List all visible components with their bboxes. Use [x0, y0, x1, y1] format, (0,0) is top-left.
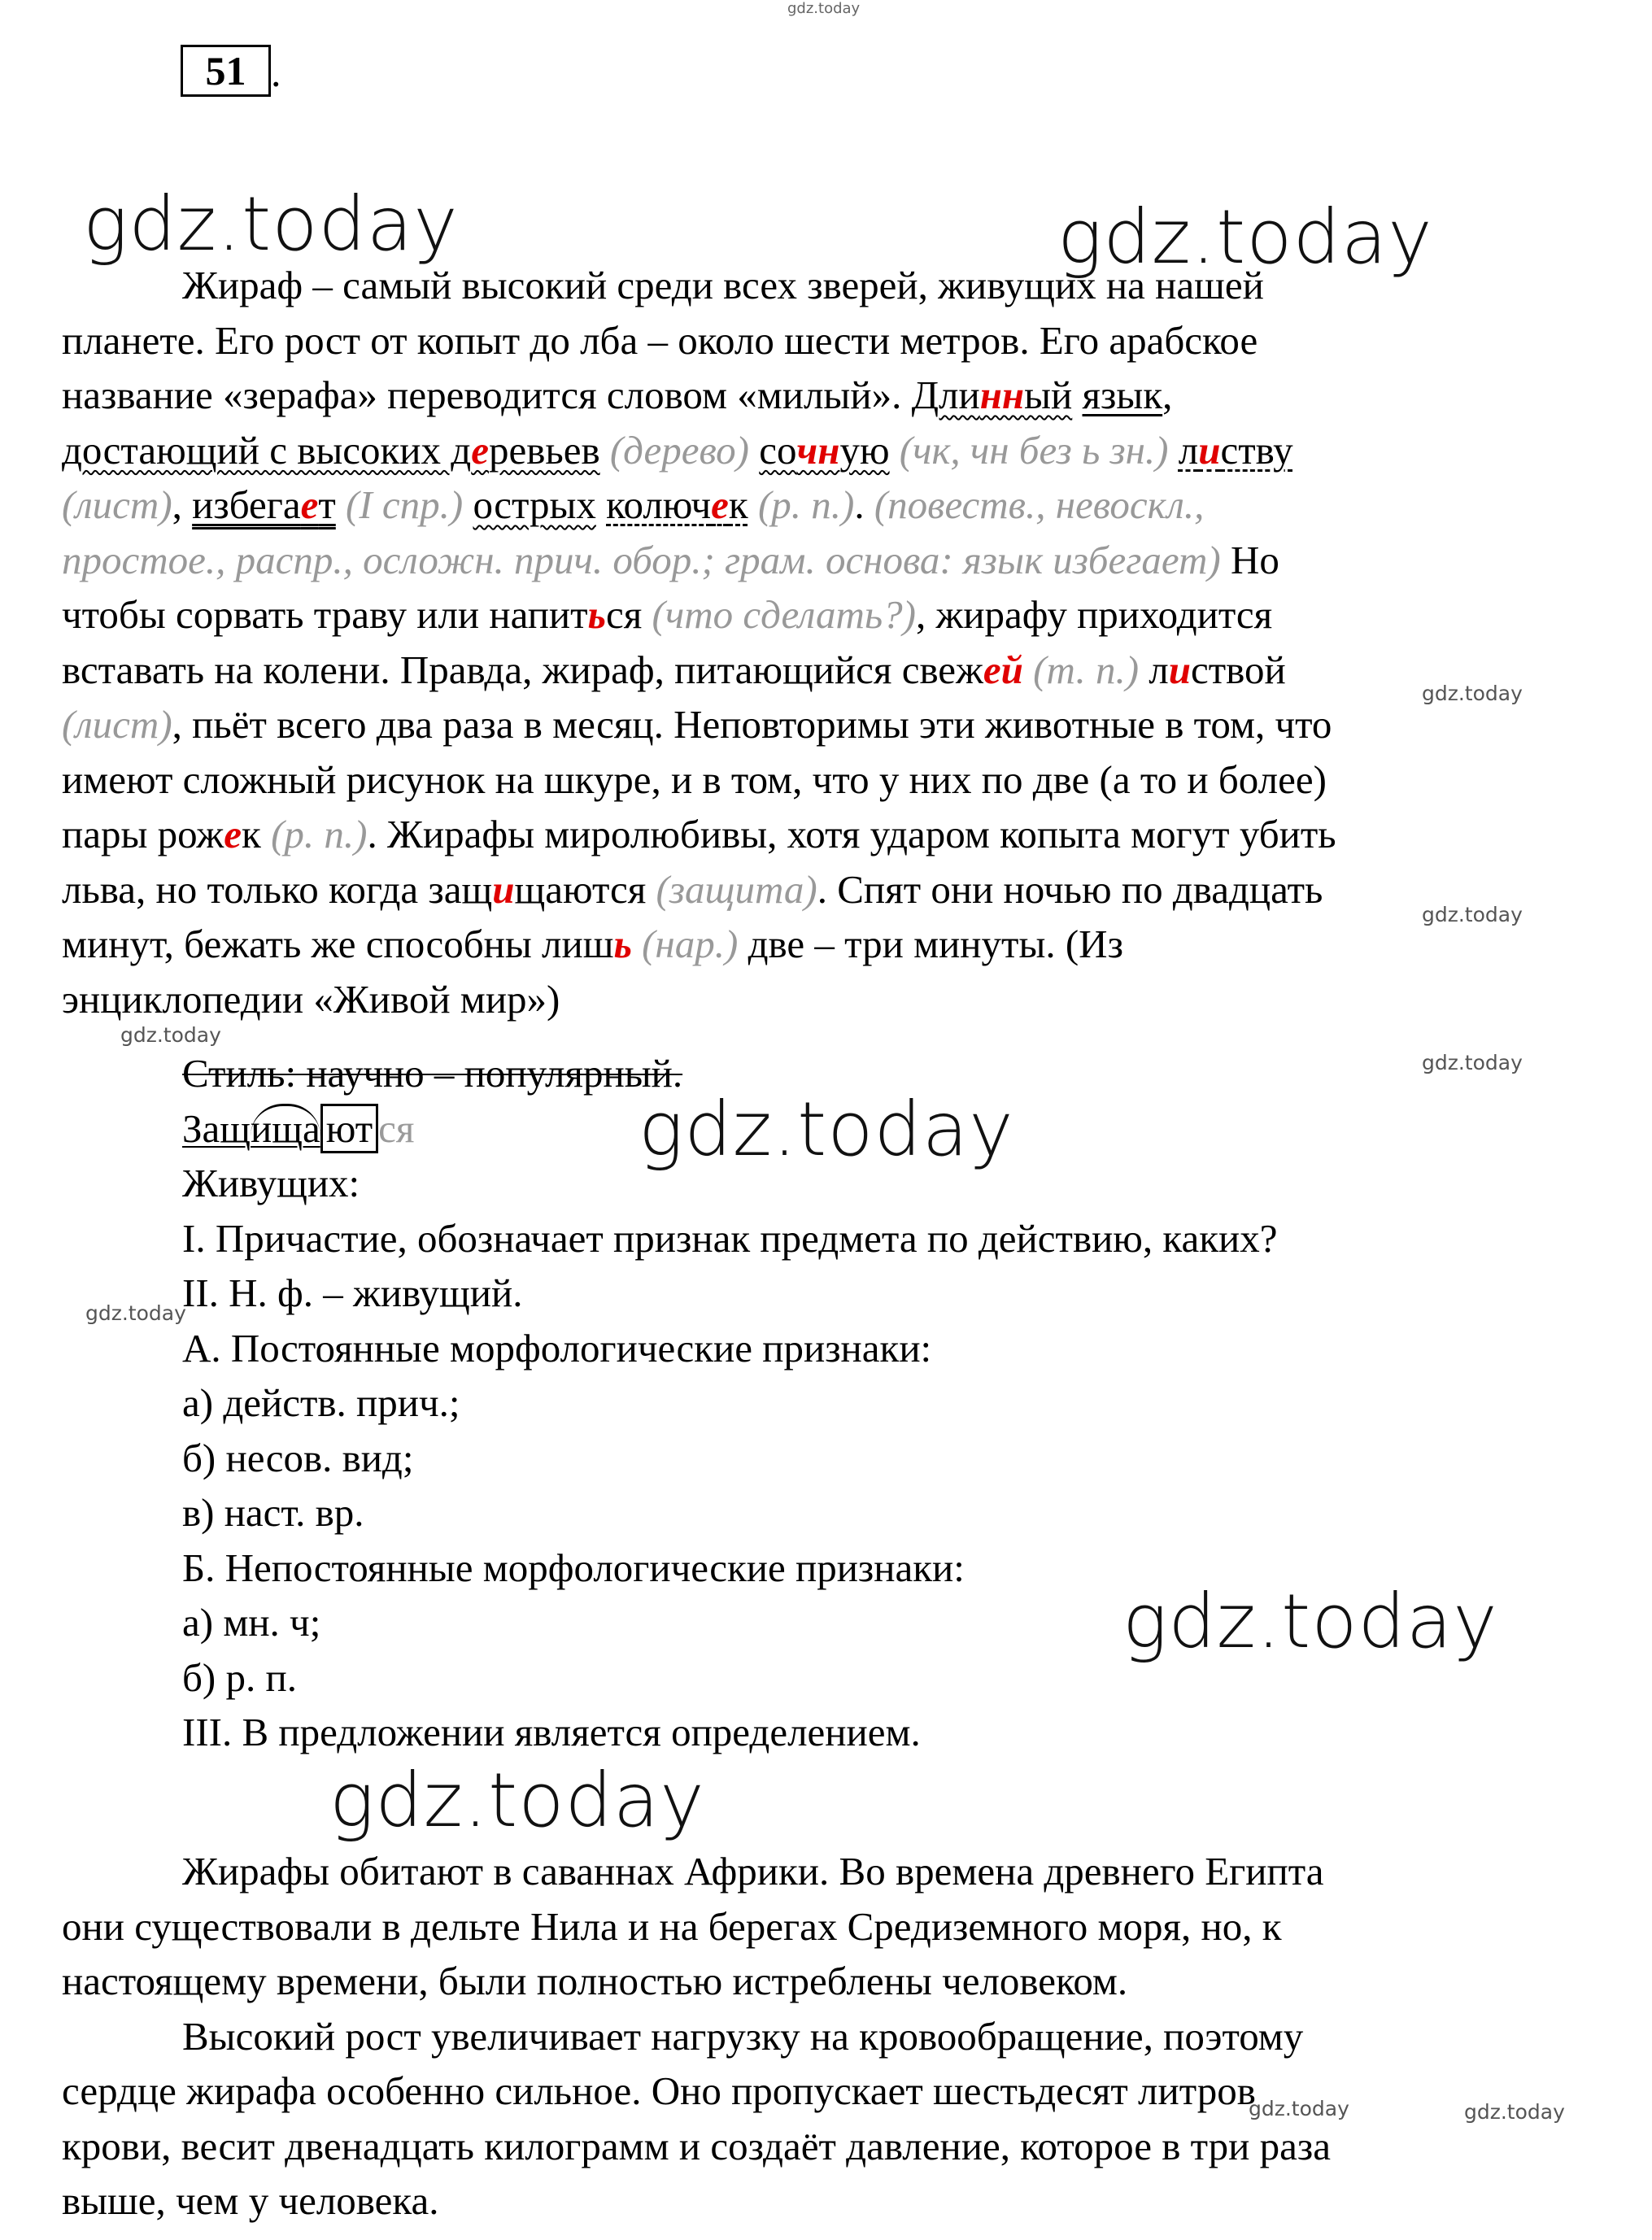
text-fragment: т	[318, 482, 336, 527]
word-ostrykh: острых	[473, 482, 596, 527]
spelling-highlight: ей	[983, 647, 1023, 692]
analysis-point: I. Причастие, обозначает признак предмета по действию, каких?	[182, 1215, 1278, 1261]
text-fragment: ,	[172, 482, 193, 527]
word-parse	[62, 1101, 1607, 1157]
text-fragment: ствой	[1191, 647, 1286, 692]
text-fragment: Но	[1220, 537, 1279, 582]
analysis-point: а) действ. прич.;	[182, 1380, 460, 1425]
text-line: планете. Его рост от копыт до лба – около шести метров. Его арабское	[62, 317, 1258, 363]
text-line: энциклопедии «Живой мир»)	[62, 976, 560, 1022]
grey-note: (лист)	[62, 482, 172, 527]
spelling-highlight: и	[492, 866, 515, 912]
text-fragment: ую	[839, 427, 890, 473]
text-fragment: колюч	[606, 482, 712, 527]
text-line: Жираф – самый высокий среди всех зверей, живущих на нашей	[182, 263, 1264, 307]
text-fragment: избега	[192, 482, 301, 527]
grey-note: (нар.)	[631, 922, 748, 966]
participle-phrase	[62, 428, 600, 473]
text-line	[62, 587, 1607, 643]
text-fragment: л	[1178, 427, 1199, 473]
grey-note: (чк, чн без ь зн.)	[889, 427, 1179, 473]
analysis-point: б) р. п.	[182, 1654, 297, 1700]
analysis-point: б) несов. вид;	[182, 1435, 414, 1480]
adjective-dlinnyy	[912, 373, 1073, 417]
analysis-word: Живущих:	[182, 1161, 360, 1205]
text-fragment: . Спят они ночью по двадцать	[817, 866, 1323, 912]
text-line	[62, 368, 1607, 423]
analysis-point: в) наст. вр.	[182, 1490, 364, 1535]
spelling-highlight: ь	[587, 592, 606, 637]
analysis-point: А. Постоянные морфологические признаки:	[182, 1325, 932, 1371]
text-fragment: льва, но только когда защ	[62, 866, 493, 912]
spelling-highlight: е	[471, 427, 489, 473]
analysis-point: III. В предложении является определением.	[182, 1710, 921, 1754]
word-kolyuchek	[606, 482, 748, 527]
text-line: крови, весит двенадцать килограмм и создаёт давление, которое в три раза	[62, 2123, 1331, 2168]
grey-note: (р. п.)	[748, 482, 855, 527]
text-fragment: , пьёт всего два раза в месяц. Неповторимы эти животные в том, что	[172, 702, 1332, 747]
watermark-small-5: gdz.today	[85, 1301, 186, 1325]
text-fragment: ,	[1162, 373, 1173, 417]
watermark-small-1: gdz.today	[1422, 682, 1523, 705]
analysis-point: II. Н. ф. – живущий.	[182, 1270, 523, 1315]
text-line: они существовали в дельте Нила и на берегах Средиземного моря, но, к	[62, 1903, 1282, 1949]
text-fragment: пары рож	[62, 812, 224, 856]
word-part-postfix: ся	[378, 1105, 415, 1151]
grey-note: (т. п.)	[1022, 647, 1149, 692]
grey-note: (I спр.)	[335, 482, 473, 527]
text-fragment: две – три минуты. (Из	[748, 922, 1123, 966]
word-sochnuyu	[759, 428, 889, 473]
watermark-5: gdz.today	[329, 1757, 705, 1844]
text-line: Высокий рост увеличивает нагрузку на кровообращение, поэтому	[182, 2013, 1304, 2059]
additional-text	[62, 1844, 1607, 2229]
text-fragment: ся	[605, 592, 643, 637]
text-line: настоящему времени, были полностью истреблены человеком.	[62, 1959, 1128, 2003]
analysis	[62, 1046, 1607, 1760]
grey-note: (р. п.)	[260, 812, 368, 856]
text-fragment: ревьев	[488, 427, 600, 473]
spelling-highlight: и	[1168, 647, 1192, 692]
exercise-number: 51	[181, 45, 271, 97]
watermark-small-3: gdz.today	[120, 1023, 221, 1047]
text-line	[62, 917, 1607, 972]
text-line	[62, 862, 1607, 917]
text-line: имеют сложный рисунок на шкуре, и в том, что у них по две (а то и более)	[62, 756, 1327, 802]
grey-note: (дерево)	[599, 427, 760, 473]
text-fragment: , жирафу приходится	[915, 592, 1273, 637]
text-fragment: ый	[1024, 373, 1073, 417]
text-fragment: . Жирафы миролюбивы, хотя ударом копыта могут убить	[367, 812, 1336, 856]
watermark-small-2: gdz.today	[1422, 903, 1523, 926]
spelling-highlight: е	[224, 812, 242, 856]
spelling-highlight: ь	[613, 922, 632, 966]
grey-note: (защита)	[646, 866, 817, 912]
predicate-izbegaet	[192, 482, 336, 527]
word-part-ending: ют	[320, 1104, 378, 1153]
spelling-highlight: е	[300, 482, 319, 527]
text-fragment: вставать на колени. Правда, жираф, питающийся свеж	[62, 647, 983, 692]
text-fragment: л	[1149, 647, 1169, 692]
text-line	[62, 643, 1607, 698]
text-line: Жирафы обитают в саваннах Африки. Во времена древнего Египта	[182, 1849, 1324, 1894]
spelling-highlight: и	[1198, 427, 1221, 473]
text-fragment: к	[728, 482, 748, 527]
watermark-1: gdz.today	[83, 181, 459, 268]
text-fragment: достающий с высоких д	[62, 427, 472, 473]
watermark-top: gdz.today	[787, 0, 861, 17]
text-fragment	[596, 482, 606, 527]
watermark-2: gdz.today	[1057, 194, 1433, 281]
watermark-small-7: gdz.today	[1464, 2100, 1565, 2124]
text-fragment: ству	[1220, 427, 1293, 473]
analysis-point: Б. Непостоянные морфологические признаки:	[182, 1545, 965, 1590]
word-listvu	[1179, 428, 1293, 473]
watermark-small-6: gdz.today	[1249, 2097, 1349, 2120]
exercise-number-dot: .	[271, 50, 281, 95]
word-part-prefix: Защ	[182, 1105, 251, 1151]
watermark-small-4: gdz.today	[1422, 1051, 1523, 1074]
spelling-highlight: чн	[796, 427, 840, 473]
grey-note: простое., распр., осложн. прич. обор.; грам. основа: язык избегает)	[62, 537, 1221, 582]
analysis-point: а) мн. ч;	[182, 1600, 321, 1645]
text-fragment: .	[854, 482, 874, 527]
grey-note: (лист)	[62, 702, 172, 747]
text-line: сердце жирафа особенно сильное. Оно пропускает шестьдесят литров	[62, 2068, 1256, 2113]
grey-note: (повеств., невоскл.,	[874, 482, 1205, 527]
text-line	[62, 697, 1607, 752]
text-line	[62, 423, 1607, 478]
main-text	[62, 258, 1607, 1026]
text-line	[62, 807, 1607, 862]
text-fragment: название «зерафа» переводится словом «милый».	[62, 373, 912, 417]
spelling-highlight: нн	[979, 373, 1025, 417]
text-fragment	[1072, 373, 1082, 417]
analysis-style	[62, 1046, 1607, 1101]
text-fragment: щаются	[514, 866, 647, 912]
text-fragment: минут, бежать же способны лиш	[62, 922, 614, 966]
text-line: выше, чем у человека.	[62, 2178, 439, 2223]
text-line	[62, 477, 1607, 533]
text-fragment: чтобы сорвать траву или напит	[62, 592, 588, 637]
subject-yazyk: язык	[1082, 373, 1163, 417]
text-fragment: Стиль: научно – популярный.	[182, 1051, 683, 1096]
text-fragment: со	[759, 427, 797, 473]
text-fragment: к	[242, 812, 261, 856]
text-fragment: Дли	[911, 373, 980, 417]
spelling-highlight: е	[711, 482, 729, 527]
watermark-3: gdz.today	[639, 1086, 1014, 1173]
text-line	[62, 533, 1607, 588]
word-part-root: ища	[251, 1104, 320, 1151]
watermark-4: gdz.today	[1122, 1578, 1498, 1665]
grey-note: (что сделать?)	[642, 592, 916, 637]
